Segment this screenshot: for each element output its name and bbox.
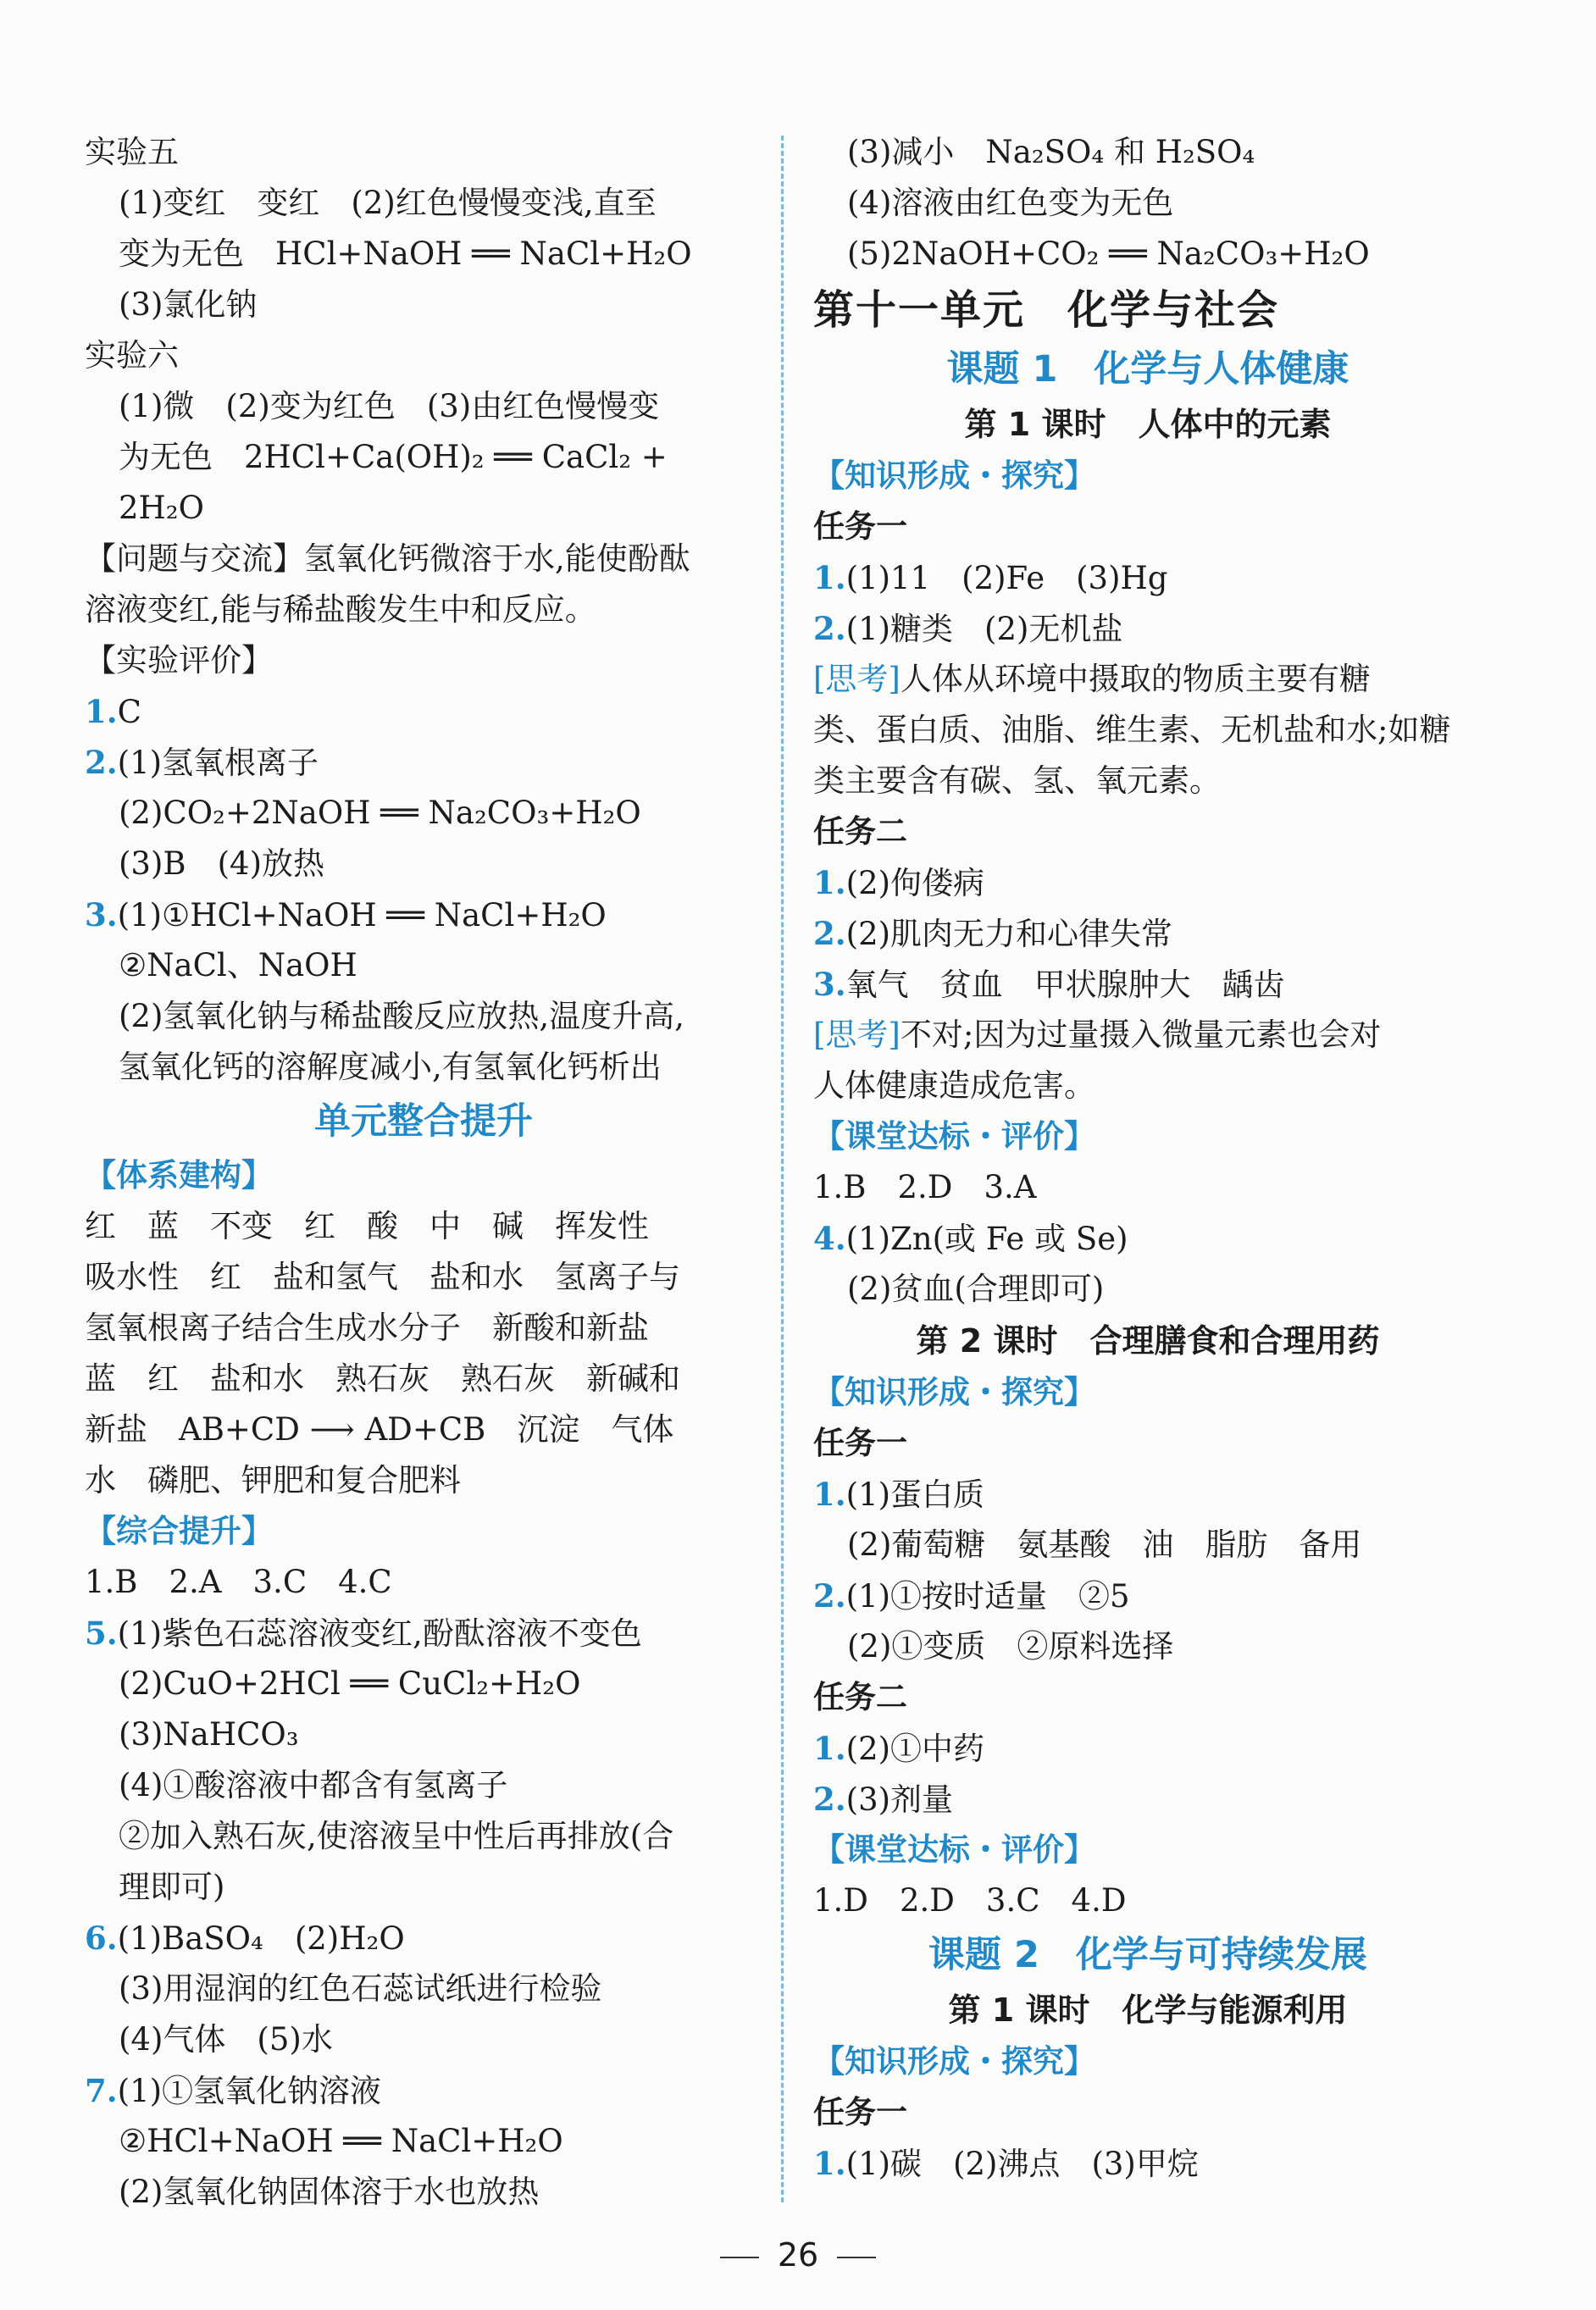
task-title: 任务二 (813, 813, 907, 850)
system-line: 蓝 红 盐和水 熟石灰 熟石灰 新碱和 (85, 1360, 680, 1397)
answer-line: (5)2NaOH+CO₂ ══ Na₂CO₃+H₂O (847, 235, 1370, 272)
item-number: 2. (813, 610, 846, 647)
unit-title: 第十一单元 化学与社会 (813, 286, 1280, 334)
section-tag: 【体系建构】 (85, 1157, 273, 1194)
item-number: 1. (813, 864, 846, 901)
answer-item (813, 603, 1482, 654)
system-line: 氢氧根离子结合生成水分子 新酸和新盐 (85, 1310, 649, 1346)
think-tag: [思考] (813, 661, 901, 697)
qa-paragraph-cont: 溶液变红,能与稀盐酸发生中和反应。 (85, 591, 596, 628)
topic-title: 课题 1 化学与人体健康 (946, 348, 1349, 391)
item-text: (1)糖类 (2)无机盐 (845, 611, 1123, 647)
answer-line: (3)氯化钠 (119, 286, 258, 323)
system-line: 红 蓝 不变 红 酸 中 碱 挥发性 (85, 1208, 649, 1244)
answer-line: 2H₂O (119, 490, 204, 526)
think-text: 不对;因为过量摄入微量元素也会对 (900, 1017, 1382, 1053)
answer-item (85, 686, 762, 737)
answer-line: (4)①酸溶液中都含有氢离子 (119, 1767, 508, 1803)
answer-line: (2)CuO+2HCl ══ CuCl₂+H₂O (119, 1665, 581, 1702)
item-number: 2. (85, 744, 118, 781)
answer-line: (2)氢氧化钠与稀盐酸反应放热,温度升高, (119, 998, 684, 1034)
answer-line: (3)NaHCO₃ (119, 1716, 299, 1753)
eval-tag: 【实验评价】 (85, 642, 273, 679)
answer-line: (4)气体 (5)水 (119, 2021, 333, 2058)
item-number: 2. (813, 1577, 846, 1615)
item-number: 5. (85, 1615, 118, 1652)
section-tag: 【课堂达标・评价】 (813, 1118, 1095, 1155)
item-text: (3)剂量 (845, 1781, 954, 1818)
answer-item (813, 1469, 1482, 1520)
answer-item (813, 1774, 1482, 1825)
item-text: (1)碳 (2)沸点 (3)甲烷 (845, 2146, 1199, 2182)
system-line: 吸水性 红 盐和氢气 盐和水 氢离子与 (85, 1259, 680, 1295)
item-text: (1)紫色石蕊溶液变红,酚酞溶液不变色 (117, 1615, 642, 1652)
answer-line: (3)用湿润的红色石蕊试纸进行检验 (119, 1970, 602, 2007)
lesson-title: 第 2 课时 合理膳食和合理用药 (916, 1322, 1380, 1360)
page-dash-left (720, 2257, 759, 2258)
exp5-title: 实验五 (85, 134, 179, 170)
item-text: (2)①中药 (845, 1731, 985, 1767)
answer-item (813, 908, 1482, 959)
answer-line: (2)贫血(合理即可) (847, 1271, 1105, 1307)
page-number (0, 2236, 1596, 2274)
answer-line: 氢氧化钙的溶解度减小,有氢氧化钙析出 (119, 1049, 662, 1085)
lesson-title: 第 1 课时 化学与能源利用 (948, 1991, 1348, 2029)
item-text: (1)①氢氧化钠溶液 (117, 2073, 382, 2109)
item-number: 1. (813, 559, 846, 596)
item-number: 3. (85, 896, 118, 933)
left-column (85, 127, 762, 2218)
item-text: (2)佝偻病 (845, 865, 985, 901)
think-tag: [思考] (813, 1017, 901, 1053)
answer-item (85, 1913, 762, 1964)
section-tag: 【知识形成・探究】 (813, 457, 1095, 494)
item-number: 1. (813, 2145, 846, 2182)
page-dash-right (837, 2257, 876, 2258)
answer-line: (2)CO₂+2NaOH ══ Na₂CO₃+H₂O (119, 795, 641, 831)
answer-item (85, 737, 762, 788)
answer-row: 1.B 2.A 3.C 4.C (85, 1564, 392, 1600)
task-title: 任务二 (813, 1679, 907, 1715)
task-title: 任务一 (813, 508, 907, 545)
lesson-title: 第 1 课时 人体中的元素 (964, 406, 1332, 443)
answer-line: 为无色 2HCl+Ca(OH)₂ ══ CaCl₂ + (119, 439, 668, 475)
page-number-text: 26 (777, 2236, 819, 2274)
think-paragraph (813, 1010, 1482, 1061)
column-divider (781, 136, 784, 2202)
answer-line: ②NaCl、NaOH (119, 947, 357, 983)
answer-row: 1.B 2.D 3.A (813, 1169, 1037, 1205)
item-text: (2)肌肉无力和心律失常 (845, 916, 1173, 952)
think-text: 人体从环境中摄取的物质主要有糖 (900, 661, 1371, 697)
item-text: (1)Zn(或 Fe 或 Se) (845, 1221, 1128, 1257)
answer-item (813, 552, 1482, 603)
system-line: 水 磷肥、钾肥和复合肥料 (85, 1462, 461, 1498)
think-paragraph-cont: 类、蛋白质、油脂、维生素、无机盐和水;如糖 (813, 712, 1451, 748)
item-number: 2. (813, 915, 846, 952)
item-number: 7. (85, 2072, 118, 2109)
section-title: 单元整合提升 (314, 1100, 533, 1143)
answer-item (85, 1608, 762, 1659)
exp6-title: 实验六 (85, 337, 179, 374)
think-paragraph (813, 654, 1482, 705)
item-text: (1)①HCl+NaOH ══ NaCl+H₂O (117, 897, 607, 933)
item-text: (1)BaSO₄ (2)H₂O (117, 1920, 405, 1957)
answer-line: (3)B (4)放热 (119, 845, 325, 882)
answer-line: 理即可) (119, 1869, 225, 1905)
answer-item (85, 2065, 762, 2116)
section-tag: 【知识形成・探究】 (813, 1374, 1095, 1410)
answer-item (813, 1213, 1482, 1264)
section-tag: 【课堂达标・评价】 (813, 1831, 1095, 1868)
think-paragraph-cont: 类主要含有碳、氢、氧元素。 (813, 762, 1221, 799)
answer-item (813, 1723, 1482, 1774)
item-text: 氧气 贫血 甲状腺肿大 龋齿 (845, 967, 1285, 1003)
item-number: 3. (813, 966, 846, 1003)
answer-line: ②加入熟石灰,使溶液呈中性后再排放(合 (119, 1818, 674, 1854)
task-title: 任务一 (813, 1425, 907, 1461)
item-number: 1. (813, 1730, 846, 1767)
answer-item (813, 1570, 1482, 1621)
answer-item (85, 889, 762, 940)
item-text: (1)氢氧根离子 (117, 745, 319, 781)
section-tag: 【综合提升】 (85, 1513, 273, 1549)
item-number: 6. (85, 1919, 118, 1957)
answer-line: (2)①变质 ②原料选择 (847, 1628, 1174, 1665)
task-title: 任务一 (813, 2094, 907, 2130)
qa-tag: 【问题与交流】 (85, 540, 304, 577)
answer-line: (2)氢氧化钠固体溶于水也放热 (119, 2174, 540, 2210)
answer-line: (4)溶液由红色变为无色 (847, 185, 1174, 221)
item-text: (1)11 (2)Fe (3)Hg (845, 560, 1168, 596)
topic-title: 课题 2 化学与可持续发展 (928, 1934, 1367, 1976)
qa-text: 氢氧化钙微溶于水,能使酚酞 (304, 540, 690, 577)
answer-item (813, 857, 1482, 908)
answer-item (813, 959, 1482, 1010)
item-text: C (117, 694, 141, 730)
think-paragraph-cont: 人体健康造成危害。 (813, 1067, 1095, 1104)
answer-line: ②HCl+NaOH ══ NaCl+H₂O (119, 2123, 563, 2159)
qa-paragraph (85, 534, 762, 584)
item-number: 1. (85, 693, 118, 730)
right-column (813, 127, 1482, 2189)
system-line: 新盐 AB+CD ⟶ AD+CB 沉淀 气体 (85, 1411, 674, 1448)
answer-line: 变为无色 HCl+NaOH ══ NaCl+H₂O (119, 235, 692, 272)
item-text: (1)蛋白质 (845, 1476, 985, 1513)
answer-line: (1)微 (2)变为红色 (3)由红色慢慢变 (119, 388, 660, 424)
answer-line: (2)葡萄糖 氨基酸 油 脂肪 备用 (847, 1526, 1362, 1563)
item-number: 4. (813, 1220, 846, 1257)
answer-line: (3)减小 Na₂SO₄ 和 H₂SO₄ (847, 134, 1255, 170)
item-number: 1. (813, 1476, 846, 1513)
answer-item (813, 2138, 1482, 2189)
item-number: 2. (813, 1781, 846, 1818)
answer-row: 1.D 2.D 3.C 4.D (813, 1882, 1127, 1919)
section-tag: 【知识形成・探究】 (813, 2043, 1095, 2080)
item-text: (1)①按时适量 ②5 (845, 1578, 1130, 1615)
answer-line: (1)变红 变红 (2)红色慢慢变浅,直至 (119, 185, 657, 221)
